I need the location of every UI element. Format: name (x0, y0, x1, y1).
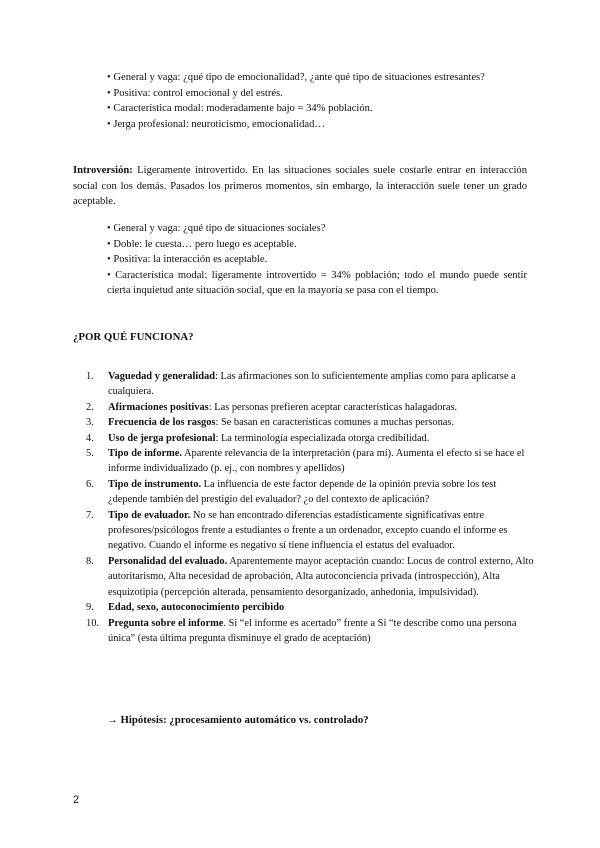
bullet-item: • Positiva: la interacción es aceptable. (107, 254, 268, 266)
item-title: Edad, sexo, autoconocimiento percibido (108, 602, 285, 614)
bullet-item: • General y vaga: ¿qué tipo de emocionalidad?, ¿ante qué tipo de situaciones estresantes? (107, 72, 485, 83)
introversion-label: Introversión: (73, 165, 133, 176)
list-item (86, 446, 536, 477)
bullet-item: • Característica modal: ligeramente introvertido = 34% población; todo el mundo puede sentir cierta inquietud ante situación social, que en la mayoría se pasa con el tiempo. (107, 269, 527, 297)
item-text: : Se basan en características comunes a muchas personas. (215, 417, 455, 429)
item-title: Vaguedad y generalidad (108, 371, 216, 382)
item-title: Uso de jerga profesional (108, 432, 216, 444)
item-number: 7. (86, 509, 94, 521)
item-title: Tipo de instrumento. (108, 478, 202, 490)
item-number: 5. (86, 448, 94, 460)
list-item (86, 508, 536, 554)
bullet-item: • Jerga profesional: neuroticismo, emocionalidad… (107, 118, 325, 130)
item-number: 6. (86, 478, 94, 490)
introversion-bullet-list (107, 221, 527, 299)
item-title: Tipo de evaluador. (108, 509, 191, 521)
item-text: : La terminología especializada otorga credibilidad. (215, 432, 430, 444)
item-title: Personalidad del evaluado. (108, 555, 228, 567)
item-number: 8. (86, 555, 94, 567)
section-heading: ¿POR QUÉ FUNCIONA? (73, 331, 194, 343)
bullet-item: • Doble: le cuesta… pero luego es aceptable. (107, 238, 297, 250)
list-item (86, 431, 536, 446)
list-item (86, 415, 536, 430)
item-title: Tipo de informe. (108, 448, 182, 460)
hypothesis-line: → Hipótesis: ¿procesamiento automático vs. controlado? (107, 714, 369, 726)
list-item (86, 369, 536, 400)
list-item (86, 600, 536, 615)
item-number: 2. (86, 401, 94, 413)
bullet-item: • Positiva: control emocional y del estrés. (107, 87, 283, 99)
emotionality-bullet-list (107, 70, 527, 132)
bullet-item: • General y vaga: ¿qué tipo de situaciones sociales? (107, 223, 326, 234)
introversion-paragraph (73, 163, 527, 210)
list-item (86, 616, 536, 647)
reasons-numbered-list (86, 369, 536, 646)
item-text: . Si “el informe es acertado” frente a Si “te describe como una persona única” (esta última pregunta disminuye el grado de aceptación) (108, 617, 517, 644)
list-item (86, 477, 536, 508)
list-item (86, 400, 536, 415)
item-title: Pregunta sobre el informe (108, 617, 224, 629)
item-number: 10. (86, 617, 99, 629)
introversion-text: Ligeramente introvertido. En las situaciones sociales suele costarle entrar en interacción social con los demás. Pasados los primeros momentos, sin embargo, la interacción suele tener un grado aceptable. (73, 165, 527, 208)
item-text: La influencia de este factor depende de la opinión previa sobre los test ¿depende también del prestigio del evaluador? ¿o del contexto de aplicación? (108, 478, 497, 506)
item-text: Aparentemente mayor aceptación cuando: Locus de control externo, Alto autoritarismo, Alta necesidad de aprobación, Alta autoconciencia privada (introspección), Alta esquizotipia (percepción alterada, pensamiento desorganizado, anhedonia, impulsividad). (108, 555, 534, 598)
list-item (86, 554, 536, 600)
item-text: : Las afirmaciones son lo suficientemente amplias como para aplicarse a cualquiera. (108, 371, 516, 398)
item-number: 9. (86, 602, 94, 614)
item-title: Frecuencia de los rasgos (108, 417, 216, 429)
item-text: : Las personas prefieren aceptar características halagadoras. (208, 401, 458, 413)
item-number: 3. (86, 417, 94, 429)
page-number: 2 (73, 794, 80, 806)
bullet-item: • Característica modal: moderadamente bajo = 34% población. (107, 103, 373, 115)
item-number: 4. (86, 432, 94, 444)
item-text: No se han encontrado diferencias estadísticamente significativas entre profesores/psicólogos frente a estudiantes o frente a un ordenador, excepto cuando el informe es negativo. Cuando el informe es negativo sí tiene influencia el estatus del evaluador. (108, 509, 508, 552)
item-number: 1. (86, 371, 94, 382)
item-text: Aparente relevancia de la interpretación (para mí). Aumenta el efecto si se hace el informe individualizado (p. ej., con nombres y apellidos) (108, 448, 525, 475)
item-title: Afirmaciones positivas (108, 401, 209, 413)
